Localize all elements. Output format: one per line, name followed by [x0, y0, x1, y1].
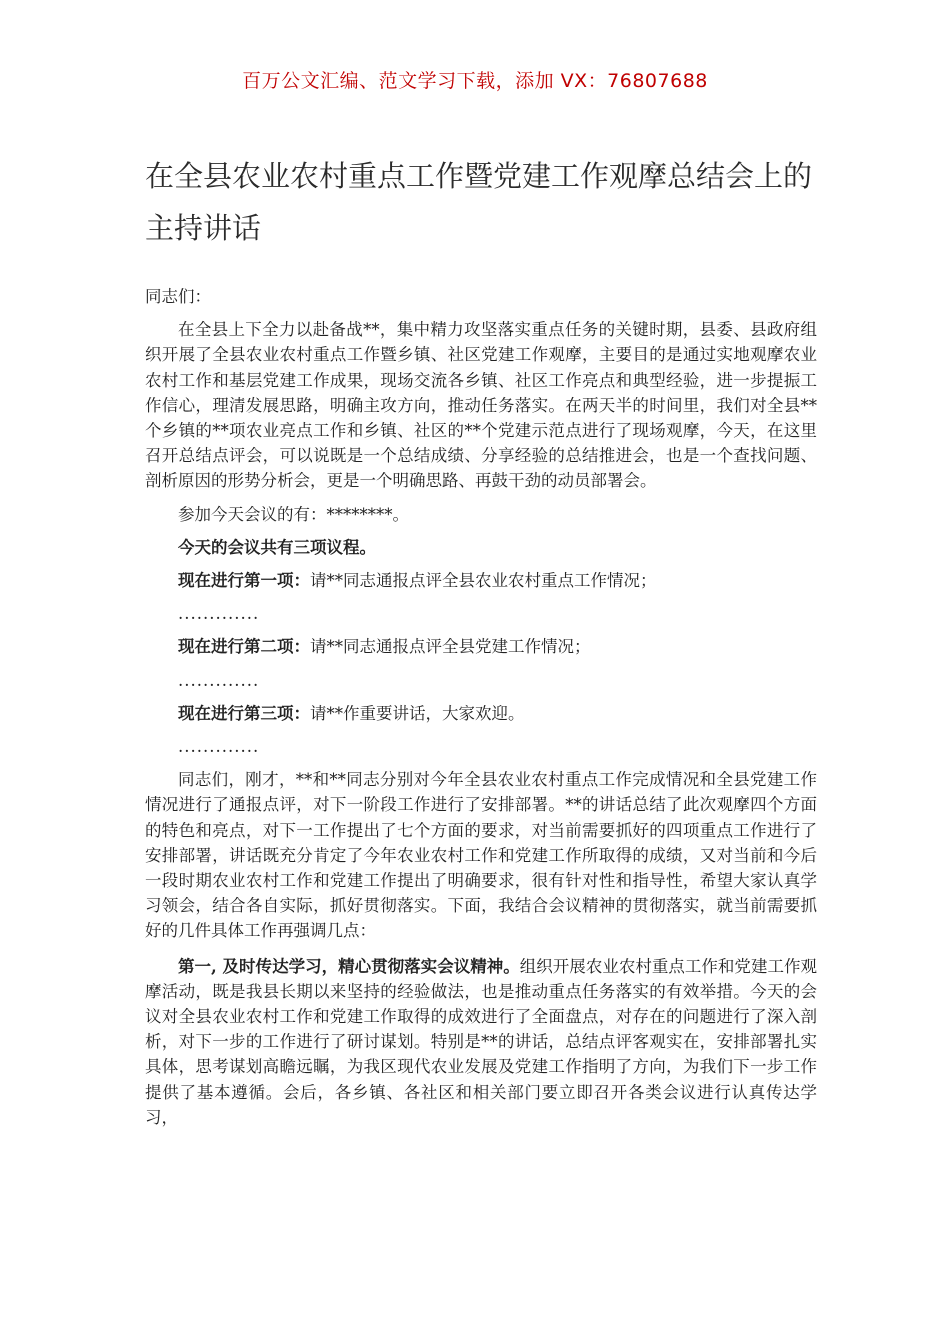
intro-paragraph: 在全县上下全力以赴备战**，集中精力攻坚落实重点任务的关键时期，县委、县政府组织开展了全县农业农村重点工作暨乡镇、社区党建工作观摩，主要目的是通过实地观摩农业农村工作和基层党建工作成果，现场交流各乡镇、社区工作亮点和典型经验，进一步提振工作信心，理清发展思路，明确主攻方向，推动任务落实。在两天半的时间里，我们对全县**个乡镇的**项农业亮点工作和乡镇、社区的**个党建示范点进行了现场观摩，今天，在这里召开总结点评会，可以说既是一个总结成绩、分享经验的总结推进会，也是一个查找问题、剖析原因的形势分析会，更是一个明确思路、再鼓干劲的动员部署会。 — [145, 320, 817, 491]
agenda-item-1 — [145, 568, 817, 593]
summary-paragraph: 同志们，刚才，**和**同志分别对今年全县农业农村重点工作完成情况和全县党建工作情况进行了通报点评，对下一阶段工作进行了安排部署。**的讲话总结了此次观摩四个方面的特色和亮点，对下一工作提出了七个方面的要求，对当前需要抓好的四项重点工作进行了安排部署，讲话既充分肯定了今年农业农村工作和党建工作所取得的成绩，又对当前和今后一段时期农业农村工作和党建工作提出了明确要求，很有针对性和指导性，希望大家认真学习领会，结合各自实际，抓好贯彻落实。下面，我结合会议精神的贯彻落实，就当前需要抓好的几件具体工作再强调几点： — [145, 770, 817, 941]
point-1-paragraph — [145, 954, 817, 1130]
point-1-label: 第一, 及时传达学习，精心贯彻落实会议精神。 — [178, 956, 520, 976]
ellipsis-1: ............. — [178, 604, 260, 624]
agenda-intro: 今天的会议共有三项议程。 — [178, 537, 376, 557]
agenda-item-1-text: 请**同志通报点评全县农业农村重点工作情况； — [310, 571, 657, 591]
agenda-item-3 — [145, 701, 817, 726]
agenda-item-2 — [145, 634, 817, 659]
agenda-item-3-text: 请**作重要讲话，大家欢迎。 — [310, 703, 525, 723]
ellipsis-3: ............. — [178, 737, 260, 757]
header-banner: 百万公文汇编、范文学习下载，添加 VX：76807688 — [242, 70, 708, 92]
document-title: 在全县农业农村重点工作暨党建工作观摩总结会上的主持讲话 — [145, 159, 813, 245]
agenda-item-2-label: 现在进行第二项： — [178, 637, 310, 657]
agenda-item-3-label: 现在进行第三项： — [178, 703, 310, 723]
agenda-item-1-label: 现在进行第一项： — [178, 571, 310, 591]
ellipsis-2: ............. — [178, 670, 260, 690]
point-1-text: 组织开展农业农村重点工作和党建工作观摩活动，既是我县长期以来坚持的经验做法，也是推动重点任务落实的有效举措。今天的会议对全县农业农村工作和党建工作取得的成效进行了全面盘点，对存在的问题进行了深入剖析，对下一步的工作进行了研讨谋划。特别是**的讲话，总结点评客观实在，安排部署扎实具体，思考谋划高瞻远瞩，为我区现代农业发展及党建工作指明了方向，为我们下一步工作提供了基本遵循。会后，各乡镇、各社区和相关部门要立即召开各类会议进行认真传达学习， — [145, 956, 817, 1127]
attendees-paragraph: 参加今天会议的有：********。 — [178, 504, 409, 524]
document-body — [145, 284, 817, 1130]
greeting: 同志们： — [145, 287, 211, 306]
agenda-item-2-text: 请**同志通报点评全县党建工作情况； — [310, 637, 591, 657]
